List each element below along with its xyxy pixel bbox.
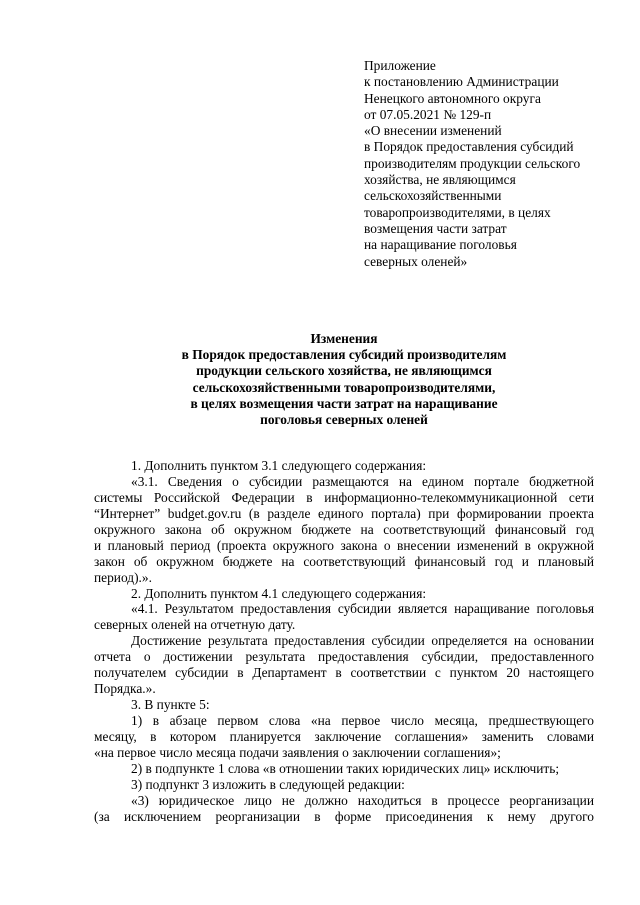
title-line: поголовья северных оленей — [260, 412, 428, 428]
body-line: Достижение результата предоставления субсидии определяется на основании — [131, 633, 594, 649]
body-line: 1) в абзаце первом слова «на первое число месяца, предшествующего — [131, 713, 594, 728]
title-line: сельскохозяйственными товаропроизводителями, — [192, 379, 496, 395]
body-line: системы Российской Федерации в информационно-телекоммуникационной сети — [94, 489, 594, 505]
appendix-line: от 07.05.2021 № 129-п — [364, 106, 492, 122]
document-body — [94, 458, 594, 825]
appendix-line: к постановлению Администрации — [364, 74, 559, 90]
appendix-line: в Порядок предоставления субсидий — [364, 139, 574, 155]
body-line: 3) подпункт 3 изложить в следующей редакции: — [131, 776, 405, 792]
body-line: получателем субсидии в Департамент в соответствии с пунктом 20 настоящего — [94, 665, 594, 681]
body-line: «на первое число месяца подачи заявления о заключении соглашения»; — [94, 744, 501, 760]
body-line: отчета о достижении результата предоставления субсидии, предоставленного — [94, 649, 594, 665]
document-title — [94, 331, 594, 428]
body-line: окружного закона об окружном бюджете на соответствующий финансовый год — [94, 521, 594, 537]
appendix-line: хозяйства, не являющимся — [364, 172, 516, 188]
body-line: период).». — [94, 569, 152, 585]
body-line: и плановый период (проекта окружного закона о внесении изменений в окружной — [94, 537, 594, 553]
title-line: в целях возмещения части затрат на наращивание — [190, 395, 498, 411]
appendix-line: на наращивание поголовья — [364, 237, 517, 253]
appendix-line: товаропроизводителями, в целях — [364, 204, 551, 220]
body-line: Порядка.». — [94, 681, 156, 697]
body-line: северных оленей на отчетную дату. — [94, 617, 296, 633]
body-line-item-2: 2. Дополнить пунктом 4.1 следующего содержания: — [131, 585, 427, 601]
appendix-line: «О внесении изменений — [364, 123, 502, 139]
body-line-item-1: 1. Дополнить пунктом 3.1 следующего содержания: — [131, 458, 427, 473]
body-line: закон об окружном бюджете на соответствующий финансовый год и плановый — [94, 553, 594, 569]
appendix-line: производителям продукции сельского — [364, 155, 581, 171]
body-line: (за исключением реорганизации в форме присоединения к нему другого — [94, 808, 594, 824]
appendix-line: Приложение — [364, 58, 436, 73]
body-line: «3) юридическое лицо не должно находиться в процессе реорганизации — [131, 792, 594, 808]
appendix-line: сельскохозяйственными — [364, 188, 502, 204]
title-line: продукции сельского хозяйства, не являющимся — [196, 363, 492, 379]
appendix-header — [364, 58, 624, 270]
title-line: в Порядок предоставления субсидий производителям — [181, 347, 507, 363]
title-line: Изменения — [310, 331, 378, 346]
body-line: «4.1. Результатом предоставления субсидии является наращивание поголовья — [131, 601, 594, 617]
appendix-line: возмещения части затрат — [364, 220, 507, 236]
appendix-line: северных оленей» — [364, 253, 468, 269]
body-line: «3.1. Сведения о субсидии размещаются на едином портале бюджетной — [131, 473, 594, 489]
body-line-item-3: 3. В пункте 5: — [131, 697, 210, 713]
body-line: месяцу, в котором планируется заключение соглашения» заменить словами — [94, 728, 594, 744]
body-line: “Интернет” budget.gov.ru (в разделе единого портала) при формировании проекта — [94, 505, 594, 521]
appendix-line: Ненецкого автономного округа — [364, 90, 541, 106]
body-line: 2) в подпункте 1 слова «в отношении таких юридических лиц» исключить; — [131, 760, 560, 776]
